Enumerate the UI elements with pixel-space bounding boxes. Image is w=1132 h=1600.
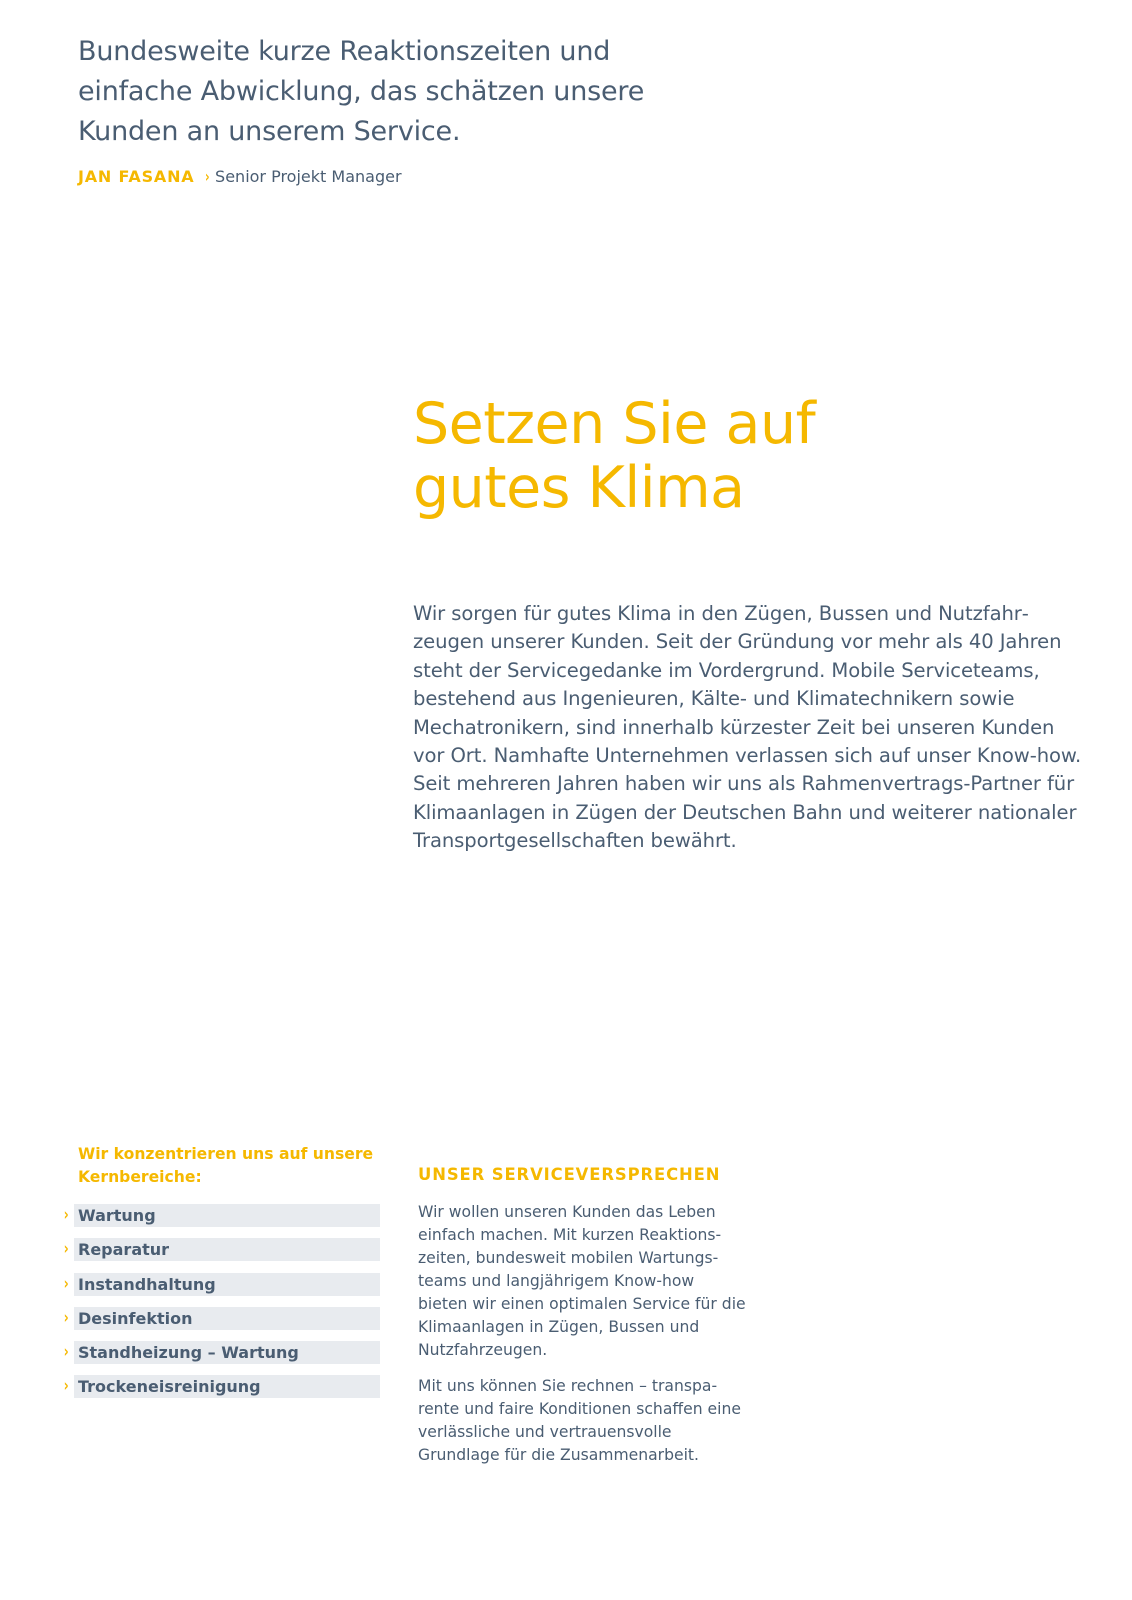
core-areas-list	[62, 1204, 382, 1410]
chevron-right-icon: ›	[63, 1273, 69, 1294]
list-item	[62, 1273, 382, 1296]
chevron-right-icon: ›	[63, 1239, 69, 1260]
list-item	[62, 1341, 382, 1364]
author-role: Senior Projekt Manager	[215, 167, 402, 186]
list-item-label: Trockeneisreinigung	[78, 1377, 261, 1397]
list-item	[62, 1238, 382, 1261]
chevron-right-icon: ›	[63, 1376, 69, 1397]
testimonial-attribution	[78, 166, 402, 188]
list-item-label: Reparatur	[78, 1240, 170, 1260]
service-promise-heading: UNSER SERVICEVERSPRECHEN	[418, 1165, 721, 1184]
service-promise-paragraph: Mit uns können Sie rechnen – transparente und faire Konditionen schaffen eine verlässliche und vertrauensvolle Grundlage für die Zusammenarbeit.	[418, 1377, 741, 1464]
chevron-right-icon: ›	[205, 167, 211, 186]
list-item-label: Instandhaltung	[78, 1274, 216, 1294]
list-item	[62, 1204, 382, 1227]
author-name: JAN FASANA	[78, 167, 195, 186]
chevron-right-icon: ›	[63, 1205, 69, 1225]
testimonial-quote: Bundesweite kurze Reaktionszeiten und einfache Abwicklung, das schätzen unsere Kunden an unserem Service.	[78, 36, 645, 147]
list-item	[62, 1307, 382, 1330]
chevron-right-icon: ›	[63, 1307, 69, 1328]
headline-line-2: gutes Klima	[413, 455, 745, 521]
headline-line-1: Setzen Sie auf	[413, 391, 816, 457]
intro-paragraph: Wir sorgen für gutes Klima in den Zügen, Bussen und Nutzfahrzeugen unserer Kunden. Seit der Gründung vor mehr als 40 Jahren steht der Servicegedanke im Vordergrund. Mobile Serviceteams, bestehend aus Ingenieuren, Kälte- und Klimatechnikern sowie Mechatronikern, sind innerhalb kürzester Zeit bei unseren Kunden vor Ort. Namhafte Unternehmen verlassen sich auf unser Know-how. Seit mehreren Jahren haben wir uns als Rahmenvertrags-Partner für Klimaanlagen in Zügen der Deutschen Bahn und weiterer nationaler Transportgesellschaften bewährt.	[413, 602, 1082, 853]
chevron-right-icon: ›	[63, 1342, 69, 1363]
service-promise-paragraph: Wir wollen unseren Kunden das Leben einfach machen. Mit kurzen Reaktionszeiten, bundesweit mobilen Wartungsteams und langjährigem Know-how bieten wir einen optimalen Service für die Klimaanlagen in Zügen, Bussen und Nutzfahrzeugen.	[418, 1203, 746, 1359]
core-areas-heading: Wir konzentrieren uns auf unsere Kernbereiche:	[78, 1145, 374, 1186]
page-headline	[413, 392, 1093, 520]
list-item	[62, 1375, 382, 1398]
list-item-label: Standheizung – Wartung	[78, 1343, 299, 1363]
list-item-label: Wartung	[78, 1206, 156, 1225]
list-item-label: Desinfektion	[78, 1308, 193, 1328]
